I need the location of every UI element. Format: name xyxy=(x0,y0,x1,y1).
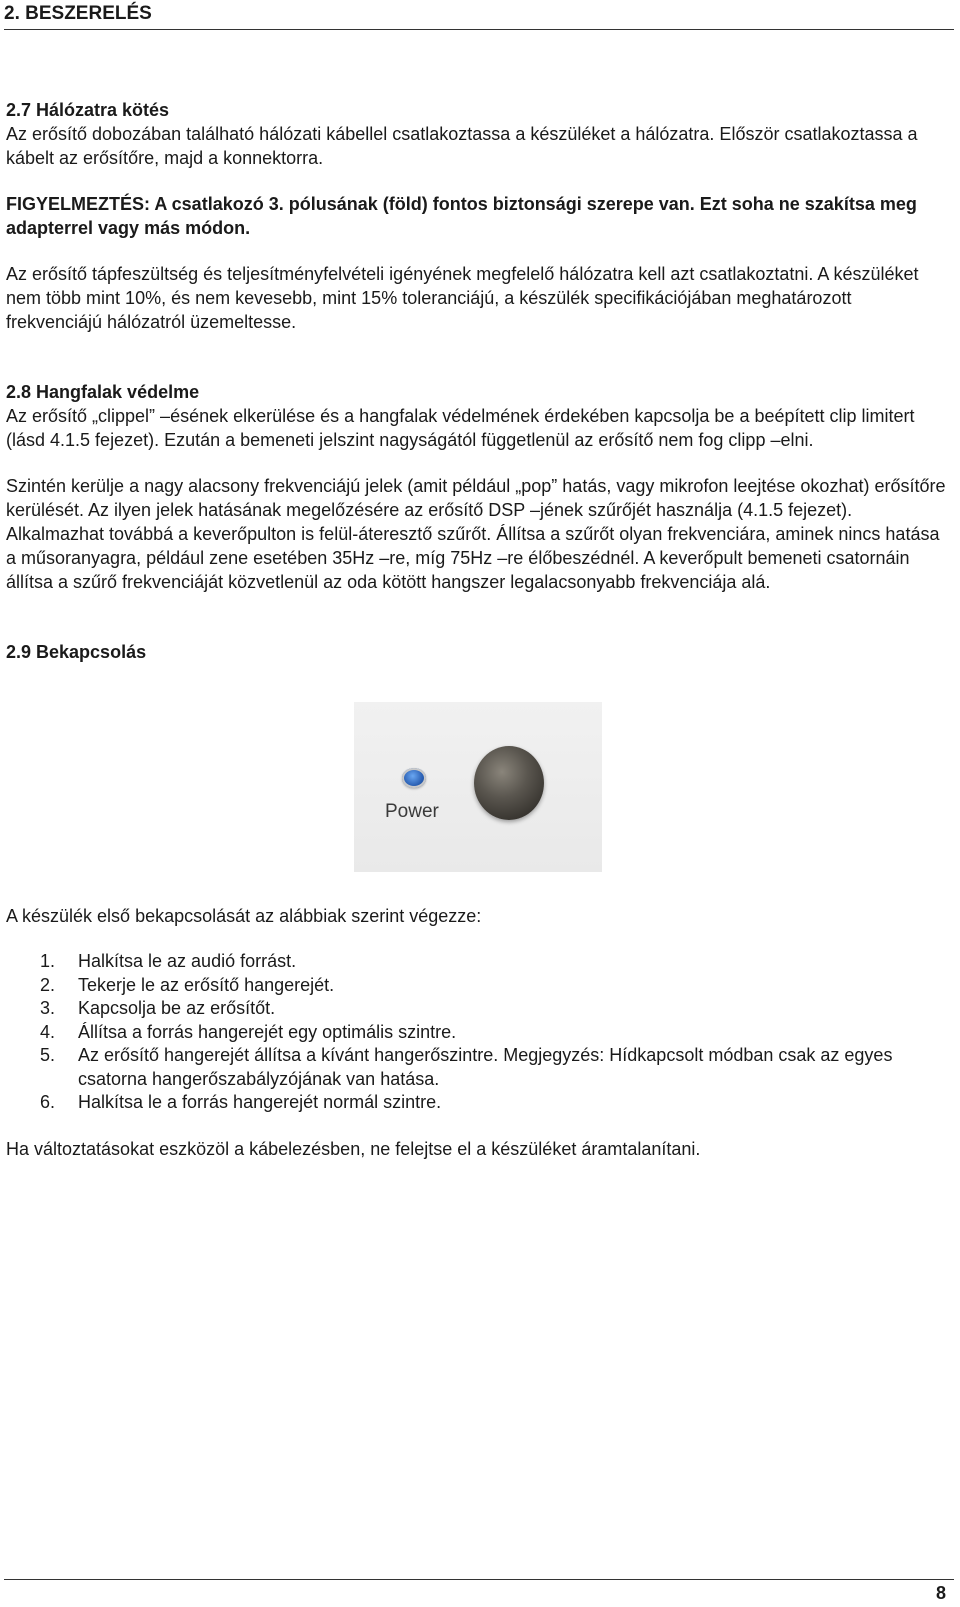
list-item xyxy=(6,950,946,974)
step-number: 2. xyxy=(40,974,56,995)
step-text: Kapcsolja be az erősítőt. xyxy=(78,998,276,1018)
section-2-7 xyxy=(6,98,946,334)
step-text: Halkítsa le a forrás hangerejét normál szintre. xyxy=(78,1092,442,1112)
power-panel-image xyxy=(354,702,602,872)
list-item xyxy=(6,1044,946,1091)
step-text: Halkítsa le az audió forrást. xyxy=(78,951,297,971)
footer-divider xyxy=(4,1579,954,1580)
header-divider xyxy=(4,29,954,30)
section-2-7-paragraph-2: Az erősítő tápfeszültség és teljesítményfelvételi igényének megfelelő hálózatra kell azt csatlakoztatni. A készüléket nem több mint 10%, és nem kevesebb, mint 15% toleranciájú, a készülék specifikációjában meghatározott frekvenciájú hálózatról üzemeltesse. xyxy=(6,264,919,332)
list-item xyxy=(6,1021,946,1045)
page-number: 8 xyxy=(935,1583,946,1603)
list-item xyxy=(6,1091,946,1115)
power-figure-wrapper xyxy=(6,664,946,904)
power-led-icon xyxy=(402,768,426,788)
step-text: Állítsa a forrás hangerejét egy optimális szintre. xyxy=(78,1021,457,1042)
section-heading-2-9: 2.9 Bekapcsolás xyxy=(6,642,147,662)
power-label: Power xyxy=(385,801,439,822)
section-2-8 xyxy=(6,380,946,594)
section-2-8-paragraph-2: Szintén kerülje a nagy alacsony frekvenciájú jelek (amit például „pop” hatás, vagy mikrofon leejtése okozhat) erősítőre kerülését. Az ilyen jelek hatásának megelőzésére az erősítő DSP –jének szűrőjét használja (4.1.5 fejezet). Alkalmazhat továbbá a keverőpulton is felül-áteresztő szűrőt. Állítsa a szűrőt olyan frekvenciára, aminek nincs hatása a műsoranyagra, például zene esetében 35Hz –re, míg 75Hz –re élőbeszédnél. A keverőpult bemeneti csatornáin állítsa a szűrő frekvenciáját közvetlenül az oda kötött hangszer legalacsonyabb frekvenciája alá. xyxy=(6,476,946,592)
step-number: 6. xyxy=(40,1092,56,1112)
section-2-7-paragraph-1: Az erősítő dobozában található hálózati kábellel csatlakoztassa a készüléket a hálózatra. Először csatlakoztassa a kábelt az erősítőre, majd a konnektorra. xyxy=(6,124,918,168)
power-on-closing-note: Ha változtatásokat eszközöl a kábelezésben, ne felejtse el a készüléket áramtalanítani. xyxy=(6,1138,701,1159)
list-item xyxy=(6,974,946,998)
step-number: 5. xyxy=(40,1045,56,1065)
step-number: 1. xyxy=(40,951,56,971)
power-on-intro: A készülék első bekapcsolását az alábbiak szerint végezze: xyxy=(6,906,482,926)
page-content xyxy=(6,98,946,1161)
section-heading-2-8: 2.8 Hangfalak védelme xyxy=(6,382,200,402)
section-heading-2-7: 2.7 Hálózatra kötés xyxy=(6,100,170,120)
chapter-title: 2. BESZERELÉS xyxy=(4,3,152,24)
power-knob-icon xyxy=(474,746,544,820)
power-on-steps xyxy=(6,950,946,1115)
section-2-8-paragraph-1: Az erősítő „clippel” –ésének elkerülése és a hangfalak védelmének érdekében kapcsolja be a beépített clip limitert (lásd 4.1.5 fejezet). Ezután a bemeneti jelszint nagyságától függetlenül az erősítő nem fog clipp –elni. xyxy=(6,406,915,450)
section-2-9 xyxy=(6,640,946,1161)
step-text: Tekerje le az erősítő hangerejét. xyxy=(78,974,335,995)
list-item xyxy=(6,997,946,1021)
step-number: 3. xyxy=(40,998,56,1018)
safety-warning: FIGYELMEZTÉS: A csatlakozó 3. pólusának (föld) fontos biztonsági szerepe van. Ezt soha ne szakítsa meg adapterrel vagy más módon. xyxy=(6,194,917,238)
step-number: 4. xyxy=(40,1021,56,1042)
step-text: Az erősítő hangerejét állítsa a kívánt hangerőszintre. Megjegyzés: Hídkapcsolt módban csak az egyes csatorna hangerőszabályzójának van hatása. xyxy=(78,1045,893,1089)
